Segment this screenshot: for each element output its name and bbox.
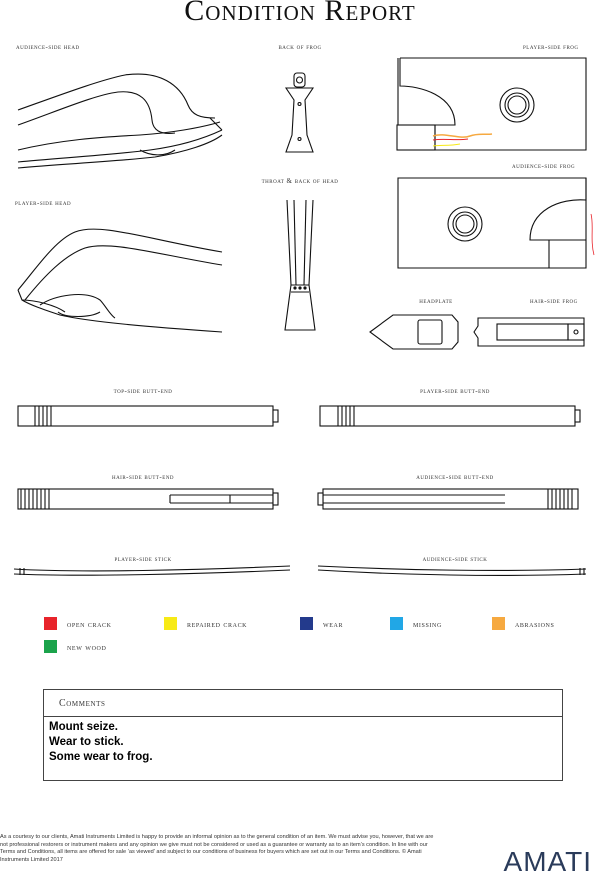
- legend-label-new-wood: new wood: [67, 641, 107, 652]
- page-title: Condition Report: [184, 0, 416, 27]
- comment-line: Mount seize.: [49, 721, 119, 733]
- label-player-side-stick: player-side stick: [114, 555, 172, 563]
- legend-item-missing: [390, 617, 442, 630]
- legend-item-open-crack: [44, 617, 112, 630]
- legend-label-wear: wear: [323, 618, 344, 629]
- label-back-of-frog: back of frog: [278, 43, 322, 51]
- label-hair-side-frog: hair-side frog: [530, 297, 578, 305]
- label-hair-side-butt-end: hair-side butt-end: [111, 473, 175, 481]
- label-top-side-butt-end: top-side butt-end: [113, 387, 173, 395]
- label-audience-side-frog: audience-side frog: [512, 162, 576, 170]
- legend-swatch-open-crack: [44, 617, 57, 630]
- label-audience-side-butt-end: audience-side butt-end: [416, 473, 494, 481]
- legend-swatch-missing: [390, 617, 403, 630]
- comments-box: [43, 689, 563, 781]
- comment-line: Wear to stick.: [49, 736, 124, 748]
- label-throat-back-of-head: throat & back of head: [261, 177, 339, 185]
- legend-swatch-wear: [300, 617, 313, 630]
- legend-label-missing: missing: [413, 618, 442, 629]
- legend-swatch-repaired-crack: [164, 617, 177, 630]
- label-headplate: headplate: [419, 297, 453, 305]
- legend-item-repaired-crack: [164, 617, 247, 630]
- comment-line: Some wear to frog.: [49, 751, 153, 763]
- legend-label-repaired-crack: repaired crack: [187, 618, 248, 629]
- legend-item-abrasions: [492, 617, 554, 630]
- legend-item-new-wood: [44, 640, 106, 653]
- label-audience-side-head: audience-side head: [16, 43, 80, 51]
- label-audience-side-stick: audience-side stick: [422, 555, 488, 563]
- label-player-side-head: player-side head: [15, 199, 72, 207]
- amati-logo: AMATI: [503, 846, 592, 877]
- legend-label-open-crack: open crack: [67, 618, 112, 629]
- comments-body: [44, 717, 562, 765]
- disclaimer-text: As a courtesy to our clients, Amati Instruments Limited is happy to provide an informal opinion as to the general condition of an item. We must advise you, however, that we are not professional restorers or instrument makers and any opinion we give must not be considered or used as a guarantee or warranty as to an item’s condition. In line with our Terms and Conditions, all items are offered for sale ‘as viewed’ and subject to our conditions of business for buyers which are set out in our Terms and Conditions. © Amati Instruments Limited 2017: [0, 834, 434, 863]
- comments-heading: Comments: [44, 690, 562, 717]
- legend-swatch-abrasions: [492, 617, 505, 630]
- label-player-side-butt-end: player-side butt-end: [420, 387, 490, 395]
- legend-label-abrasions: abrasions: [515, 618, 555, 629]
- label-player-side-frog: player-side frog: [523, 43, 579, 51]
- legend-item-wear: [300, 617, 343, 630]
- legend-swatch-new-wood: [44, 640, 57, 653]
